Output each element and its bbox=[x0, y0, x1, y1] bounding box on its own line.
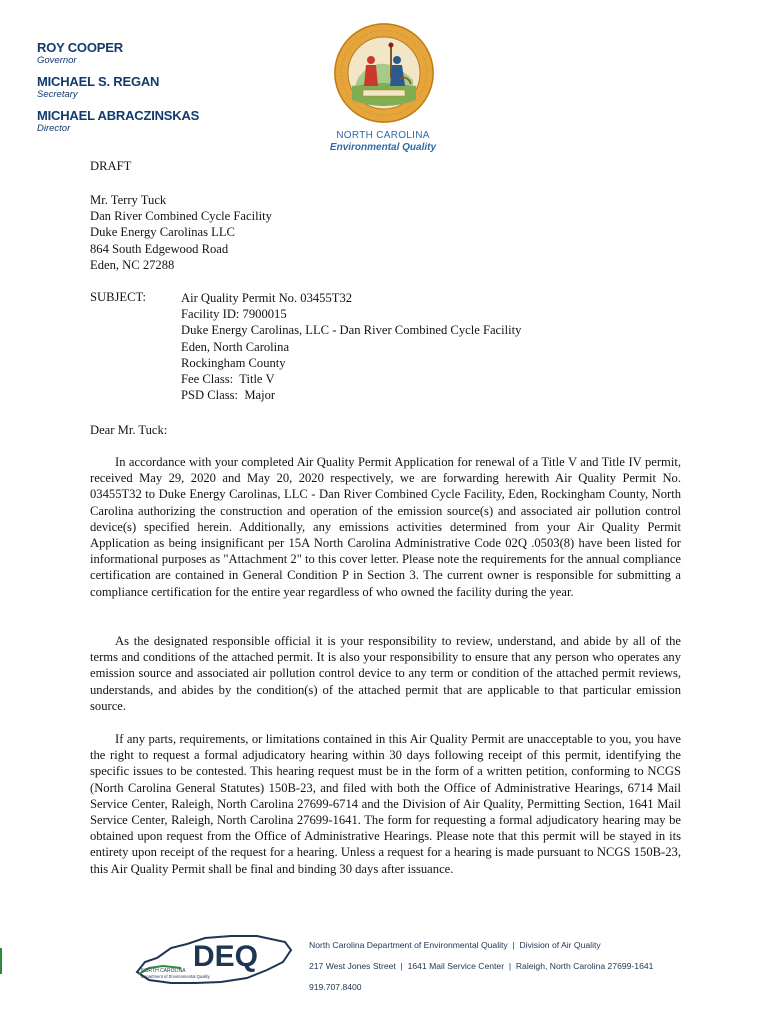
recipient-line: Duke Energy Carolinas LLC bbox=[90, 225, 235, 240]
salutation: Dear Mr. Tuck: bbox=[90, 423, 168, 437]
agency-wordmark bbox=[318, 130, 448, 154]
page-edge-mark bbox=[0, 948, 2, 974]
official-governor bbox=[37, 40, 199, 66]
recipient-line: 864 South Edgewood Road bbox=[90, 241, 229, 256]
recipient-line: Eden, NC 27288 bbox=[90, 257, 175, 272]
footer-contact bbox=[309, 935, 653, 998]
official-secretary bbox=[37, 74, 199, 100]
official-name: MICHAEL ABRACZINSKAS bbox=[37, 108, 200, 123]
agency-name: Environmental Quality bbox=[329, 142, 437, 153]
footer-phone: 919.707.8400 bbox=[309, 982, 362, 992]
body-paragraph: As the designated responsible official it is your responsibility to review, understand, and abide by all of the terms and conditions of the attached permit. It is also your responsibility to ensure that any person who operates any emission source and associated air pollution control device to any term or condition of the attached permit reviews, understands, and abides by the condition(s) of the attached permit that are applicable to that particular emission source. bbox=[90, 634, 681, 713]
subject-label: SUBJECT: bbox=[90, 290, 147, 304]
deq-logo-icon bbox=[135, 928, 295, 988]
deq-logo-dept: Department of Environmental Quality bbox=[141, 974, 210, 979]
subject-block bbox=[181, 290, 521, 403]
recipient-line: Dan River Combined Cycle Facility bbox=[90, 209, 272, 224]
official-title: Governor bbox=[37, 55, 77, 66]
recipient-address bbox=[90, 192, 680, 273]
recipient-line: Mr. Terry Tuck bbox=[90, 193, 167, 207]
subject-line: PSD Class: Major bbox=[181, 388, 276, 403]
deq-logo-text: DEQ bbox=[193, 940, 259, 973]
footer-address: 217 West Jones Street | 1641 Mail Service Center | Raleigh, North Carolina 27699-1641 bbox=[309, 961, 654, 971]
officials-block bbox=[37, 40, 199, 142]
official-director bbox=[37, 108, 199, 134]
subject-line: Rockingham County bbox=[181, 355, 286, 370]
official-name: MICHAEL S. REGAN bbox=[37, 74, 160, 89]
body-paragraph: If any parts, requirements, or limitations contained in this Air Quality Permit are unacceptable to you, you have the right to request a formal adjudicatory hearing within 30 days following receipt of this permit, identifying the specific issues to be contested. This hearing request must be in the form of a written petition, conforming to NCGS (North Carolina General Statutes) 150B-23, and filed with both the Office of Administrative Hearings, 6714 Mail Service Center, Raleigh, North Carolina 27699-6714 and the Division of Air Quality, Permitting Section, 1641 Mail Service Center, Raleigh, North Carolina 27699-1641. The form for requesting a formal adjudicatory hearing may be obtained upon request from the Office of Administrative Hearings. Please note that this permit will be stayed in its entirety upon receipt of the request for a hearing. Unless a request for a hearing is made pursuant to NCGS 150B-23, this Air Quality Permit shall be final and binding 30 days after issuance. bbox=[90, 732, 681, 876]
subject-line: Facility ID: 7900015 bbox=[181, 307, 287, 322]
subject-line: Air Quality Permit No. 03455T32 bbox=[181, 291, 353, 305]
footer-division: North Carolina Department of Environmental Quality | Division of Air Quality bbox=[309, 940, 601, 950]
official-title: Director bbox=[37, 123, 71, 134]
body-paragraph: In accordance with your completed Air Quality Permit Application for renewal of a Title V and Title IV permit, received May 29, 2020 and May 20, 2020 respectively, we are forwarding herewith Air Quality Permit No. 03455T32 to Duke Energy Carolinas, LLC - Dan River Combined Cycle Facility, Eden, Rockingham County, North Carolina authorizing the construction and operation of the emission source(s) and associated air pollution control device(s) specified herein. Additionally, any emissions activities determined from your Air Quality Permit Application as being insignificant per 15A North Carolina Administrative Code 02Q .0503(8) have been listed for informational purposes as "Attachment 2" to this cover letter. Please note the requirements for the annual compliance certification are contained in General Condition P in Section 3. The current owner is responsible for submitting a compliance certification for the entire year regardless of who owned the facility during the year. bbox=[90, 455, 681, 599]
agency-state: NORTH CAROLINA bbox=[336, 130, 430, 141]
official-title: Secretary bbox=[37, 89, 78, 100]
official-name: ROY COOPER bbox=[37, 40, 123, 55]
subject-line: Fee Class: Title V bbox=[181, 372, 275, 387]
subject-line: Duke Energy Carolinas, LLC - Dan River Combined Cycle Facility bbox=[181, 323, 522, 338]
draft-marker: DRAFT bbox=[90, 159, 132, 173]
state-seal-icon bbox=[333, 22, 435, 124]
deq-logo-state: NORTH CAROLINA bbox=[141, 968, 186, 974]
subject-line: Eden, North Carolina bbox=[181, 339, 290, 354]
